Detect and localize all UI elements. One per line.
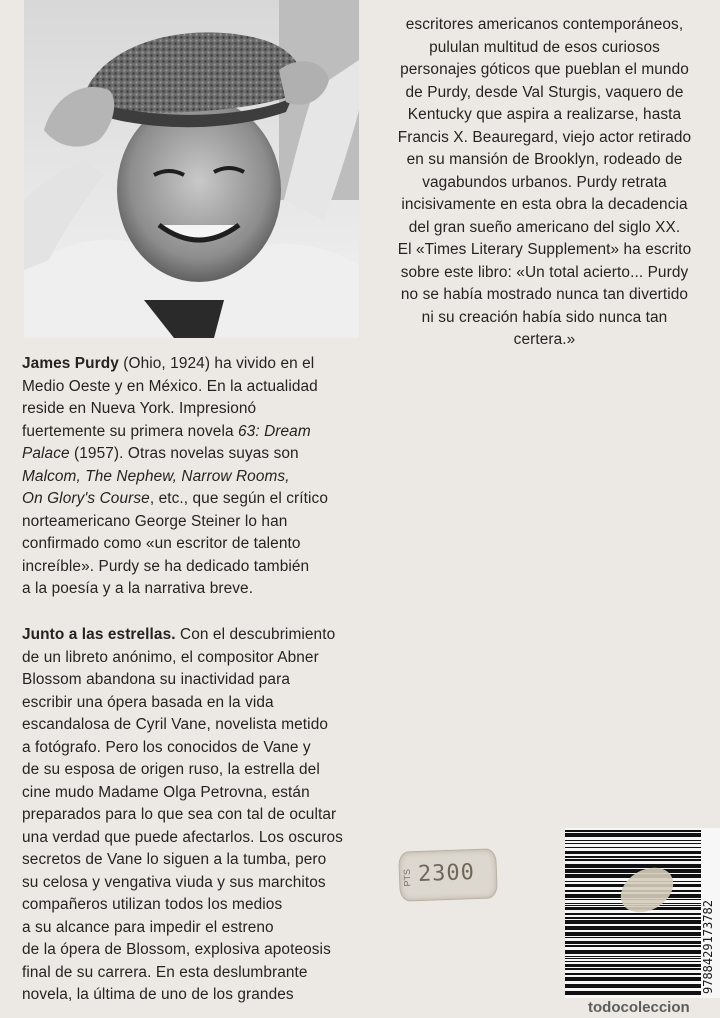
barcode-bar <box>565 945 701 947</box>
synopsis-line: su celosa y vengativa viuda y sus marchitos <box>22 873 326 891</box>
synopsis-line: de la ópera de Blossom, explosiva apoteosis <box>22 941 331 958</box>
barcode-bar <box>565 920 701 924</box>
barcode-bar <box>565 926 701 930</box>
price-sticker <box>398 848 498 901</box>
sticker-tag: PTS <box>401 868 413 887</box>
barcode-bar <box>565 991 701 995</box>
barcode-bar <box>565 864 701 868</box>
continuation-line: ni su creación había sido nunca tan <box>421 308 668 326</box>
barcode-bar <box>565 956 701 957</box>
barcode-bar <box>565 843 701 844</box>
synopsis-line: Blossom abandona su inactividad para <box>22 671 290 688</box>
synopsis-continuation <box>372 14 717 352</box>
continuation-line: certera.» <box>513 331 576 348</box>
synopsis-line: final de su carrera. En esta deslumbrante <box>22 963 308 981</box>
watermark-text: todocoleccion <box>588 999 690 1016</box>
barcode-bar <box>565 851 701 854</box>
continuation-line: personajes góticos que pueblan el mundo <box>400 61 689 78</box>
barcode-bar <box>565 937 701 938</box>
barcode-bar <box>565 856 701 858</box>
synopsis-line: escandalosa de Cyril Vane, novelista metido <box>22 716 329 733</box>
barcode-bar <box>565 958 701 959</box>
barcode-bar <box>565 859 701 861</box>
synopsis-line: una verdad que puede afectarlos. Los oscuros <box>22 828 343 846</box>
barcode-bar <box>565 941 701 944</box>
synopsis-line: de un libreto anónimo, el compositor Abner <box>22 648 319 666</box>
continuation-line: en su mansión de Brooklyn, rodeado de <box>406 151 683 168</box>
barcode-bar <box>565 961 701 962</box>
barcode-bar <box>565 984 701 988</box>
continuation-line: Francis X. Beauregard, viejo actor retirado <box>397 128 692 146</box>
barcode-bar <box>565 840 701 841</box>
barcode-bar <box>565 917 701 919</box>
synopsis-line: compañeros utilizan todos los medios <box>22 896 283 913</box>
synopsis-line: de su esposa de origen ruso, la estrella del <box>22 761 320 778</box>
author-name: James Purdy <box>22 355 119 372</box>
book-title: Junto a las estrellas. <box>22 626 176 643</box>
continuation-line: del gran sueño americano del siglo XX. <box>408 218 681 236</box>
barcode-bar <box>565 847 701 848</box>
continuation-line: escritores americanos contemporáneos, <box>405 16 684 33</box>
continuation-line: pululan multitud de esos curiosos <box>429 38 660 56</box>
synopsis-line: secretos de Vane lo siguen a la tumba, pero <box>22 851 327 868</box>
barcode-bar <box>565 932 701 936</box>
synopsis-line: escribir una ópera basada en la vida <box>22 693 274 711</box>
book-synopsis: Junto a las estrellas. Con el descubrimiento de un libreto anónimo, el compositor Abner Blossom abandona su inactividad para escribir una ópera basada en la vida escandalosa de Cyril Vane, novelista metido a fotógrafo. Pero los conocidos de Vane y de su esposa de origen ruso, la estrella del cine mudo Madame Olga Petrovna, están preparados para lo que sea con tal de ocultar una verdad que puede afectarlos. Los oscuros secretos de Vane lo siguen a la tumba, pero su celosa y vengativa viuda y sus marchitos compañeros utilizan todos los medios a su alcance para impedir el estreno de la ópera de Blossom, explosiva apoteosis final de su carrera. En esta deslumbrante novela, la última de uno de los grandes <box>22 624 367 1007</box>
continuation-line: no se había mostrado nunca tan divertido <box>400 286 689 303</box>
sticker-price: 2300 <box>417 860 476 888</box>
synopsis-line: a su alcance para impedir el estreno <box>22 918 274 936</box>
barcode-bar <box>565 950 701 954</box>
barcode-bar <box>565 869 701 873</box>
synopsis-line: cine mudo Madame Olga Petrovna, están <box>22 783 310 801</box>
continuation-line: El «Times Literary Supplement» ha escrito <box>397 241 692 258</box>
synopsis-line: novela, la última de uno de los grandes <box>22 986 294 1003</box>
continuation-line: sobre este libro: «Un total acierto... Purdy <box>400 263 689 281</box>
barcode-bar <box>565 973 701 975</box>
continuation-line: vagabundos urbanos. Purdy retrata <box>422 173 667 191</box>
continuation-line: Kentucky que aspira a realizarse, hasta <box>407 106 682 123</box>
barcode-bar <box>565 830 701 832</box>
barcode-bar <box>565 964 701 967</box>
barcode-bar <box>565 833 701 837</box>
barcode-bar <box>565 977 701 981</box>
barcode-bar <box>565 968 701 970</box>
barcode-digits: 9788429173782 <box>701 900 715 994</box>
continuation-line: incisivamente en esta obra la decadencia <box>401 196 688 213</box>
synopsis-line: a fotógrafo. Pero los conocidos de Vane y <box>22 738 311 756</box>
author-bio: James Purdy (Ohio, 1924) ha vivido en el Medio Oeste y en México. En la actualidad reside en Nueva York. Impresionó fuertemente su primera novela 63: Dream Palace (1957). Otras novelas suyas son Malcom, The Nephew, Narrow Rooms, On Glory's Course, etc., que según el crítico norteamericano George Steiner lo han confirmado como «un escritor de talento increíble». Purdy se ha dedicado también a la poesía y a la narrativa breve. <box>22 355 328 597</box>
author-photo <box>24 0 359 338</box>
isbn-barcode <box>565 828 720 998</box>
continuation-line: de Purdy, desde Val Sturgis, vaquero de <box>405 83 684 101</box>
barcode-bar <box>565 913 701 915</box>
synopsis-line: preparados para lo que sea con tal de ocultar <box>22 806 337 823</box>
